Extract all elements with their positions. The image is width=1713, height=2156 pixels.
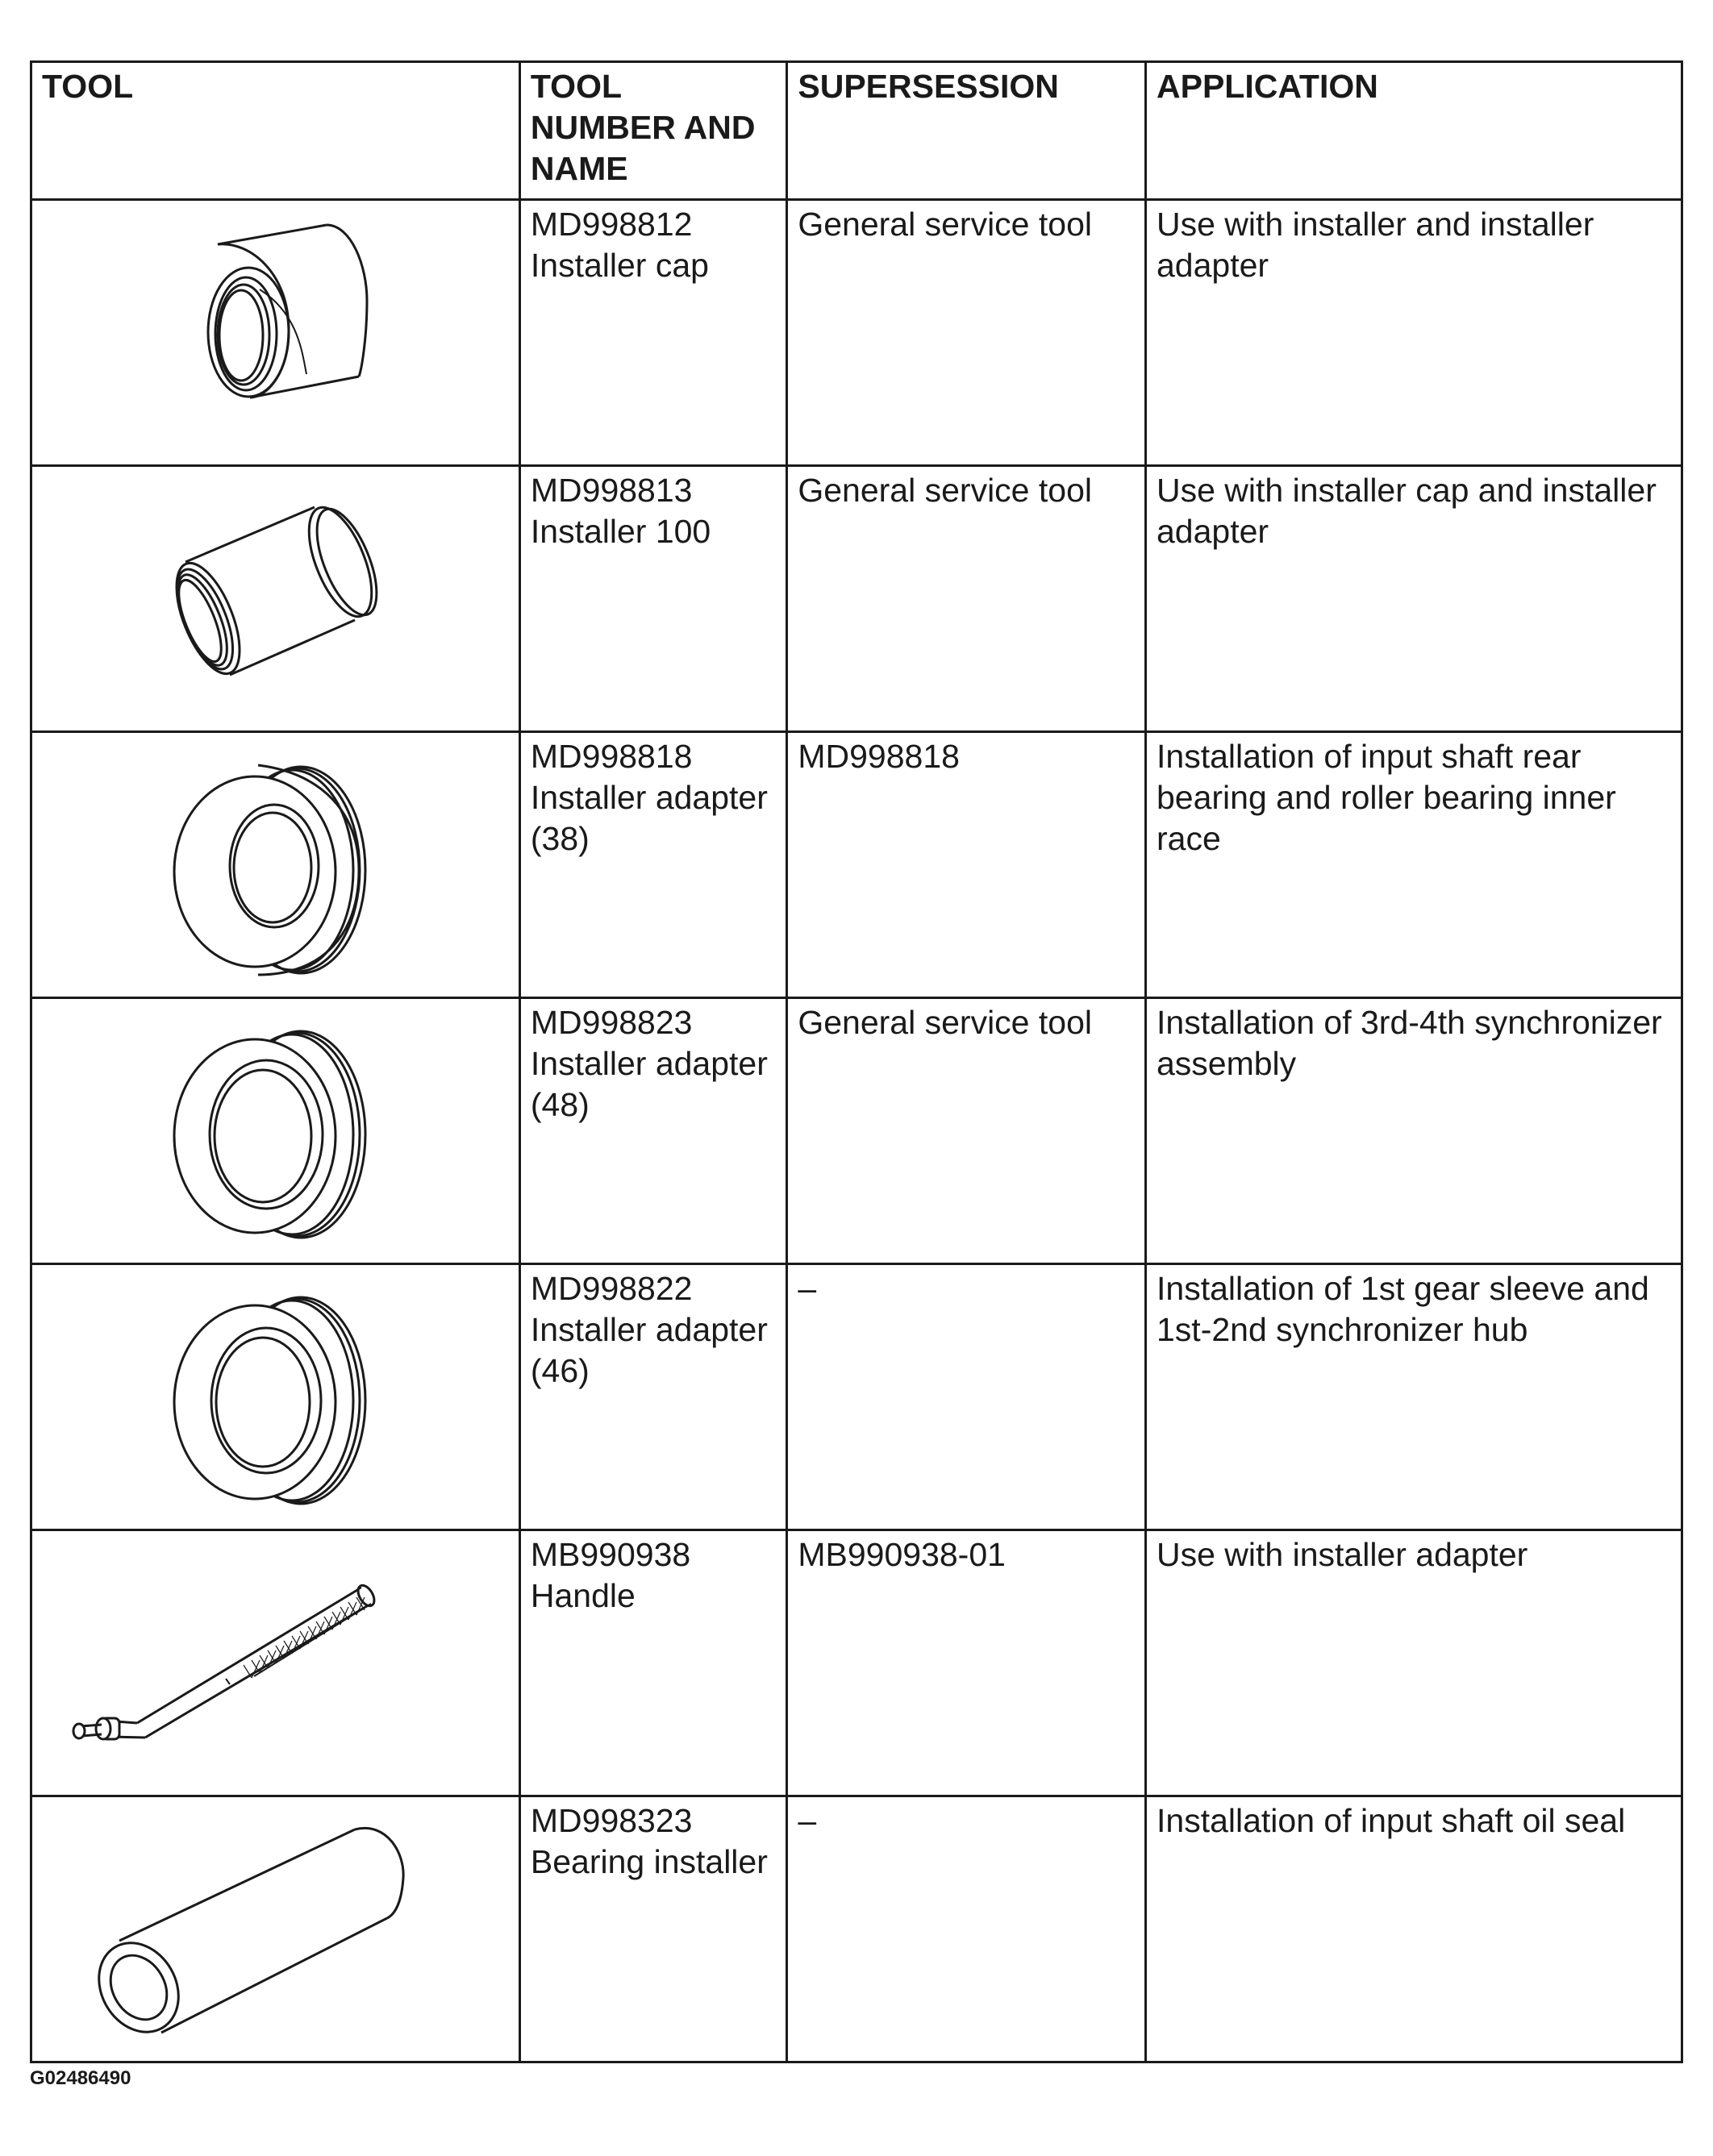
tool-number-name-cell: MD998823 Installer adapter (48) [519,998,786,1264]
application-cell: Installation of 1st gear sleeve and 1st-2nd synchronizer hub [1146,1264,1682,1530]
tool-illustration-cell [31,466,520,732]
tool-number-name-cell: MD998813 Installer 100 [519,466,786,732]
supersession-cell: General service tool [787,466,1146,732]
supersession-cell: General service tool [787,998,1146,1264]
tool-number-name-cell: MD998812 Installer cap [519,200,786,466]
supersession-cell: MD998818 [787,732,1146,998]
installer-adapter-icon [32,733,520,997]
tool-illustration-cell [31,1530,520,1796]
supersession-cell: General service tool [787,200,1146,466]
application-cell: Installation of input shaft oil seal [1146,1796,1682,2062]
table-row [31,998,1682,1264]
installer-adapter-icon [32,999,520,1263]
header-supersession: SUPERSESSION [787,62,1146,200]
header-application: APPLICATION [1146,62,1682,200]
installer-tube-icon [32,467,520,730]
application-cell: Use with installer and installer adapter [1146,200,1682,466]
supersession-cell: MB990938-01 [787,1530,1146,1796]
table-row [31,466,1682,732]
bearing-installer-icon [32,1797,520,2061]
supersession-cell: – [787,1796,1146,2062]
application-cell: Use with installer adapter [1146,1530,1682,1796]
header-number-name: TOOL NUMBER AND NAME [519,62,786,200]
header-tool: TOOL [31,62,520,200]
tool-number-name-cell: MD998822 Installer adapter (46) [519,1264,786,1530]
table-row [31,1530,1682,1796]
application-cell: Installation of 3rd-4th synchronizer assembly [1146,998,1682,1264]
special-tools-table [30,60,1683,2063]
tool-illustration-cell [31,732,520,998]
table-row [31,1264,1682,1530]
installer-cap-icon [32,201,520,464]
tool-illustration-cell [31,1264,520,1530]
application-cell: Use with installer cap and installer adapter [1146,466,1682,732]
tool-number-name-cell: MB990938 Handle [519,1530,786,1796]
table-row [31,732,1682,998]
tool-illustration-cell [31,998,520,1264]
table-row [31,200,1682,466]
tool-illustration-cell [31,1796,520,2062]
supersession-cell: – [787,1264,1146,1530]
installer-adapter-icon [32,1265,520,1529]
figure-id-label: G02486490 [30,2067,131,2089]
tool-number-name-cell: MD998323 Bearing installer [519,1796,786,2062]
tool-illustration-cell [31,200,520,466]
tool-number-name-cell: MD998818 Installer adapter (38) [519,732,786,998]
handle-icon [32,1531,520,1795]
table-row [31,1796,1682,2062]
application-cell: Installation of input shaft rear bearing and roller bearing inner race [1146,732,1682,998]
table-header-row [31,62,1682,200]
